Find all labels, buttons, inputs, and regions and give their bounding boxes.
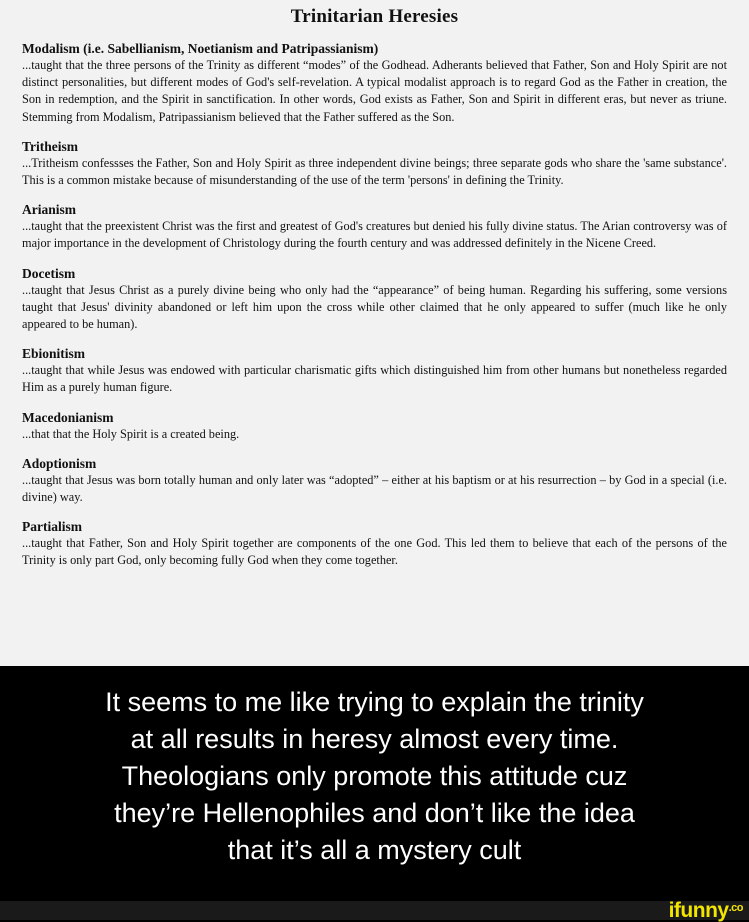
watermark-bar xyxy=(0,901,749,920)
entry-modalism xyxy=(22,40,727,126)
entry-tritheism xyxy=(22,138,727,189)
entry-adoptionism xyxy=(22,455,727,506)
entry-title: Partialism xyxy=(22,519,82,535)
logo-suffix: .co xyxy=(728,902,743,914)
entry-body: ...that that the Holy Spirit is a created being. xyxy=(22,426,240,441)
entry-ebionitism xyxy=(22,345,727,396)
entry-title: Tritheism xyxy=(22,138,78,154)
entry-body: ...taught that the preexistent Christ was the first and greatest of God's creatures but denied his fully divine status. The Arian controversy was of major importance in the development of Christology during the fourth century and was addressed definitely in the Nicene Creed. xyxy=(22,219,727,251)
ifunny-logo xyxy=(669,897,743,922)
entry-body: ...taught that the three persons of the Trinity as different “modes” of the Godhead. Adherants believed that Father, Son and Holy Spirit are not distinct personalities, but different modes of God's self-revelation. A typical modalist approach is to regard God as the Father in creation, the Son in redemption, and the Spirit in sanctification. In other words, God exists as Father, Son and Spirit in different eras, but never as triune. Stemming from Modalism, Patripassianism believed that the Father suffered as the Son. xyxy=(22,58,727,124)
entry-title: Arianism xyxy=(22,202,76,218)
caption-line: Theologians only promote this attitude cuz xyxy=(121,761,628,791)
entry-partialism xyxy=(22,518,727,569)
logo-text: ifunny xyxy=(668,899,729,922)
entry-title: Macedonianism xyxy=(22,409,114,425)
entry-body: ...taught that Jesus was born totally human and only later was “adopted” – either at his baptism or at his resurrection – by God in a special (i.e. divine) way. xyxy=(22,472,727,505)
entry-body: ...Tritheism confessses the Father, Son and Holy Spirit as three independent divine beings; three separate gods who share the 'same substance'. This is a common mistake because of misunderstanding of the use of the term 'persons' in defining the Trinity. xyxy=(22,155,727,188)
document-title: Trinitarian Heresies xyxy=(290,6,459,27)
meme-caption xyxy=(0,666,749,901)
entry-title: Modalism (i.e. Sabellianism, Noetianism and Patripassianism) xyxy=(22,41,379,56)
entry-docetism xyxy=(22,265,727,334)
entry-body: ...taught that Father, Son and Holy Spirit together are components of the one God. This led them to believe that each of the persons of the Trinity is only part God, only becoming fully God when they come together. xyxy=(22,536,727,568)
entry-title: Adoptionism xyxy=(22,455,97,471)
caption-line: It seems to me like trying to explain the trinity xyxy=(105,687,644,717)
entry-arianism xyxy=(22,201,727,252)
entry-title: Docetism xyxy=(22,265,76,281)
entry-macedonianism xyxy=(22,409,727,443)
caption-line: that it’s all a mystery cult xyxy=(227,835,522,865)
entry-title: Ebionitism xyxy=(22,346,86,362)
caption-line: they’re Hellenophiles and don’t like the idea xyxy=(114,798,635,828)
entry-body: ...taught that while Jesus was endowed with particular charismatic gifts which distinguished him from other humans but nonetheless regarded Him as a purely human figure. xyxy=(22,363,727,395)
caption-line: at all results in heresy almost every time. xyxy=(130,724,619,754)
entry-body: ...taught that Jesus Christ as a purely divine being who only had the “appearance” of being human. Regarding his suffering, some versions taught that Jesus' divinity abandoned or left him upon the cross while other claimed that he only appeared to suffer (much like he only appeared to be human). xyxy=(22,282,727,332)
